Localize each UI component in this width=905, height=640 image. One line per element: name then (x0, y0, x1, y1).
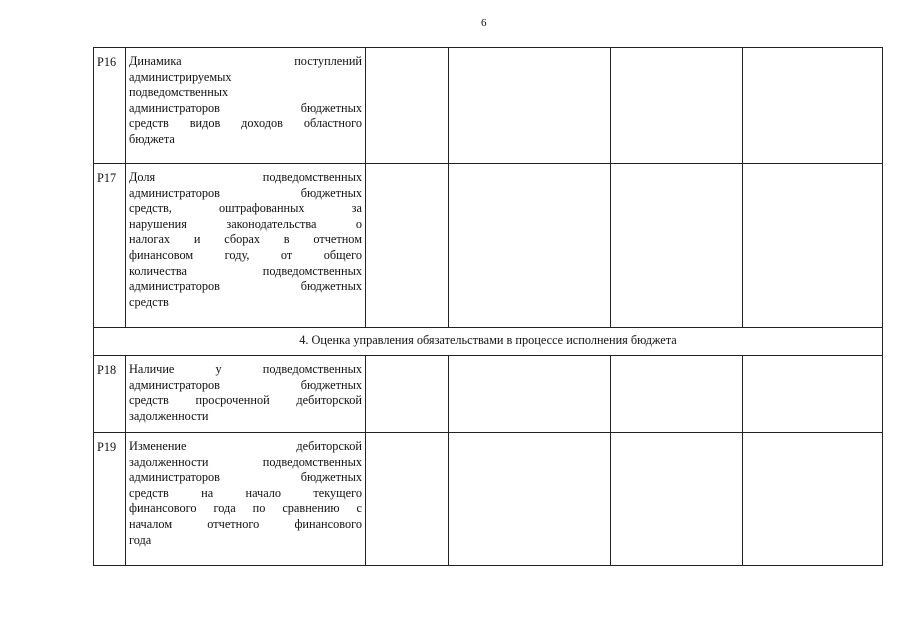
description-line: Доля подведомственных (129, 170, 362, 184)
row-code: P18 (94, 356, 126, 433)
description-line: средств (129, 294, 169, 309)
empty-cell (743, 433, 883, 566)
row-description (126, 164, 366, 328)
empty-cell (449, 48, 611, 164)
evaluation-table (93, 47, 883, 566)
description-line: Динамика поступлений (129, 54, 362, 68)
description-line: количества подведомственных (129, 263, 362, 278)
description-line: администраторов бюджетных (129, 377, 362, 392)
description-line: финансового года по сравнению с (129, 501, 362, 516)
description-line: подведомственных (129, 85, 229, 100)
empty-cell (743, 356, 883, 433)
description-line: администрируемых (129, 69, 232, 84)
description-line: задолженности (129, 408, 209, 423)
description-line: налогах и сборах в отчетном (129, 232, 362, 247)
table-row-p18 (94, 356, 883, 433)
description-line: бюджета (129, 131, 175, 146)
row-code: P16 (94, 48, 126, 164)
empty-cell (611, 164, 743, 328)
description-line: средств просроченной дебиторской (129, 393, 362, 408)
description-line: администраторов бюджетных (129, 470, 362, 485)
empty-cell (449, 433, 611, 566)
description-line: средств, оштрафованных за (129, 201, 362, 216)
empty-cell (743, 48, 883, 164)
empty-cell (366, 164, 449, 328)
table-row-p16 (94, 48, 883, 164)
description-line: администраторов бюджетных (129, 279, 362, 294)
row-code: P17 (94, 164, 126, 328)
section-heading-row (94, 328, 883, 356)
description-line: администраторов бюджетных (129, 185, 362, 200)
description-line: администраторов бюджетных (129, 100, 362, 115)
empty-cell (611, 433, 743, 566)
row-description (126, 433, 366, 566)
description-line: задолженности подведомственных (129, 454, 362, 469)
description-line: средств на начало текущего (129, 485, 362, 500)
empty-cell (611, 356, 743, 433)
empty-cell (611, 48, 743, 164)
table-row-p17 (94, 164, 883, 328)
row-code: P19 (94, 433, 126, 566)
empty-cell (366, 48, 449, 164)
description-line: нарушения законодательства о (129, 216, 362, 231)
description-line: началом отчетного финансового (129, 516, 362, 531)
empty-cell (366, 356, 449, 433)
description-line: средств видов доходов областного (129, 116, 362, 131)
empty-cell (366, 433, 449, 566)
row-description (126, 48, 366, 164)
description-line: финансовом году, от общего (129, 247, 362, 262)
description-line: Изменение дебиторской (129, 439, 362, 453)
empty-cell (743, 164, 883, 328)
empty-cell (449, 164, 611, 328)
page-number: 6 (481, 17, 487, 29)
empty-cell (449, 356, 611, 433)
table-row-p19 (94, 433, 883, 566)
section-4-title: 4. Оценка управления обязательствами в процессе исполнения бюджета (94, 328, 883, 356)
description-line: Наличие у подведомственных (129, 362, 362, 376)
description-line: года (129, 532, 152, 547)
row-description (126, 356, 366, 433)
